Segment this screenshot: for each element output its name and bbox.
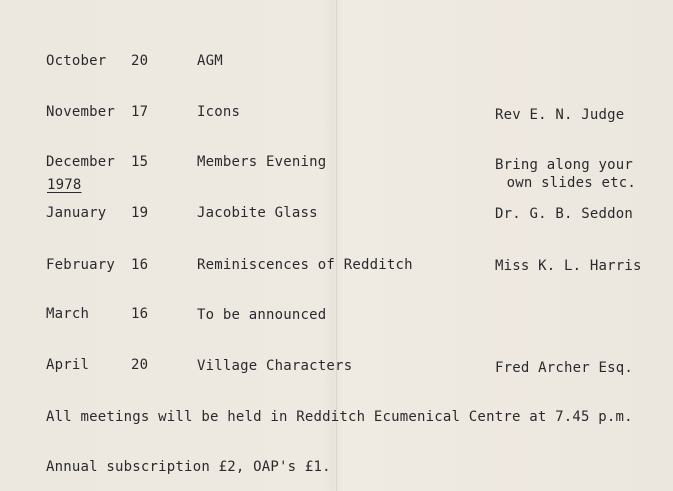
event-title: Village Characters: [197, 358, 353, 374]
day-label: 20: [131, 53, 149, 69]
month-label: February: [46, 257, 116, 273]
event-speaker: Miss K. L. Harris: [495, 258, 642, 274]
event-title: Members Evening: [197, 154, 327, 170]
day-label: 17: [131, 104, 149, 120]
day-label: 15: [131, 154, 149, 170]
venue-note: All meetings will be held in Redditch Ecumenical Centre at 7.45 p.m.: [46, 409, 633, 425]
day-label: 20: [131, 357, 149, 373]
day-label: 19: [131, 205, 149, 221]
day-label: 16: [131, 306, 149, 322]
month-label: October: [46, 53, 107, 69]
month-label: April: [46, 357, 90, 373]
event-title: To be announced: [197, 307, 327, 323]
event-title: Icons: [197, 104, 241, 120]
day-label: 16: [131, 257, 149, 273]
event-title: Jacobite Glass: [197, 205, 318, 221]
event-title: Reminiscences of Redditch: [197, 257, 413, 273]
event-title: AGM: [197, 53, 223, 69]
month-label: January: [46, 205, 107, 221]
month-label: March: [46, 306, 90, 322]
subscription-note: Annual subscription £2, OAP's £1.: [46, 459, 331, 475]
event-speaker: Dr. G. B. Seddon: [495, 206, 634, 222]
month-label: December: [46, 154, 116, 170]
month-label: November: [46, 104, 116, 120]
event-speaker-line2: own slides etc.: [506, 175, 636, 191]
event-speaker: Bring along your: [495, 157, 634, 173]
year-marker: 1978: [47, 177, 82, 193]
event-speaker: Rev E. N. Judge: [495, 107, 625, 123]
event-speaker: Fred Archer Esq.: [495, 360, 634, 376]
